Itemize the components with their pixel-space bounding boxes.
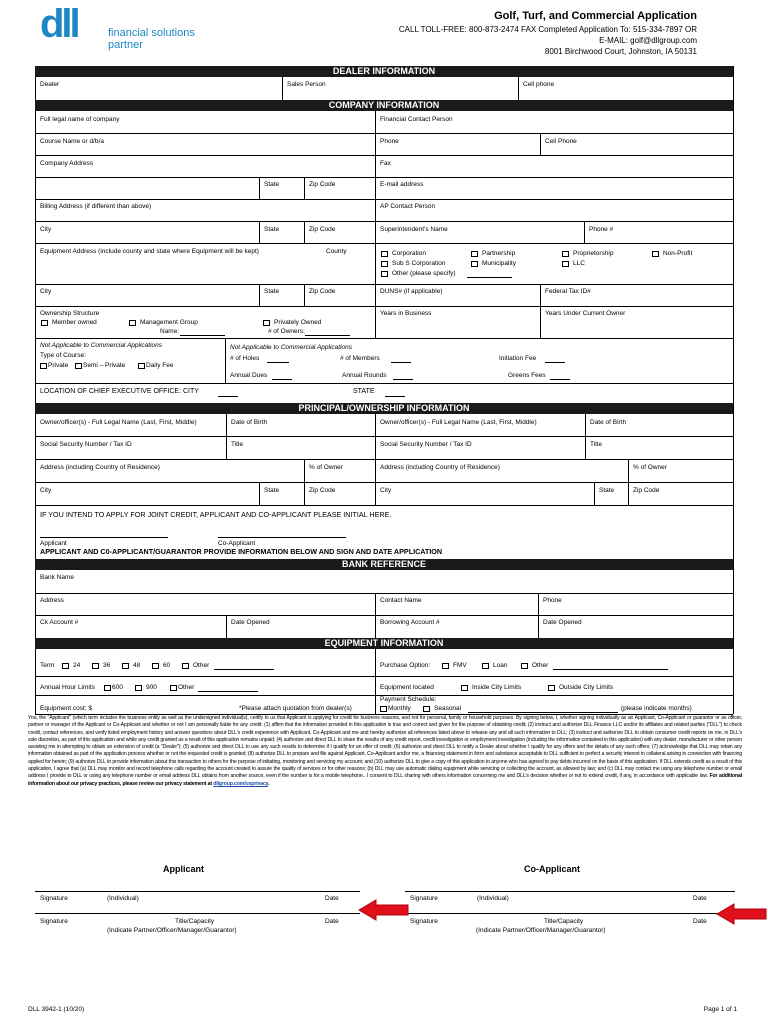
fmv-label: FMV bbox=[453, 662, 467, 669]
owner1-city-field[interactable]: City bbox=[40, 487, 52, 494]
owner2-zip-field[interactable]: Zip Code bbox=[633, 487, 660, 494]
loan-checkbox[interactable] bbox=[482, 663, 489, 669]
hours-600-label: 600 bbox=[112, 684, 123, 691]
greens-fees-field[interactable]: Greens Fees bbox=[508, 372, 546, 379]
corporation-label: Corporation bbox=[392, 250, 426, 257]
owner1-title-field[interactable]: Title bbox=[231, 441, 244, 448]
initiation-fee-field[interactable]: Initiation Fee bbox=[499, 355, 537, 362]
ap-contact-field[interactable]: AP Contact Person bbox=[380, 203, 436, 210]
coapplicant-heading: Co-Applicant bbox=[524, 864, 580, 874]
proprietorship-label: Proprietorship bbox=[573, 250, 614, 257]
seasonal-checkbox[interactable] bbox=[423, 706, 430, 712]
nonprofit-label: Non-Profit bbox=[663, 250, 693, 257]
ck-date-opened-field[interactable]: Date Opened bbox=[231, 619, 270, 626]
proprietorship-checkbox[interactable] bbox=[562, 251, 569, 257]
corporation-checkbox[interactable] bbox=[381, 251, 388, 257]
fed-tax-field[interactable]: Federal Tax ID# bbox=[545, 288, 591, 295]
monthly-label: Monthly bbox=[388, 705, 411, 712]
nonprofit-checkbox[interactable] bbox=[652, 251, 659, 257]
applicant-signature-field[interactable]: Signature bbox=[40, 895, 68, 902]
course-name-field[interactable]: Course Name or d/b/a bbox=[40, 138, 104, 145]
purchase-other-label: Other bbox=[532, 662, 549, 669]
form-title: Golf, Turf, and Commercial Application bbox=[494, 10, 697, 22]
coapplicant-title-field[interactable]: Title/Capacity bbox=[544, 918, 584, 925]
coapplicant-individual-label: (Individual) bbox=[477, 895, 509, 902]
semi-private-checkbox[interactable] bbox=[75, 363, 82, 369]
outside-city-checkbox[interactable] bbox=[548, 685, 555, 691]
llc-label: LLC bbox=[573, 260, 585, 267]
legal-name-field[interactable]: Full legal name of company bbox=[40, 116, 120, 123]
fmv-checkbox[interactable] bbox=[442, 663, 449, 669]
hours-900-checkbox[interactable] bbox=[135, 685, 142, 691]
daily-fee-label: Daily Fee bbox=[146, 362, 174, 369]
borrowing-account-field[interactable]: Borrowing Account # bbox=[380, 619, 440, 626]
seasonal-label: Seasonal bbox=[434, 705, 462, 712]
applicant-title-field[interactable]: Title/Capacity bbox=[175, 918, 215, 925]
coapplicant-date2-field[interactable]: Date bbox=[693, 918, 707, 925]
bank-name-field[interactable]: Bank Name bbox=[40, 574, 74, 581]
owner1-address-field[interactable]: Address (including Country of Residence) bbox=[40, 464, 160, 471]
ceo-city-field[interactable]: LOCATION OF CHIEF EXECUTIVE OFFICE: CITY bbox=[40, 388, 199, 395]
coapplicant-initial-field[interactable]: Co-Applicant bbox=[218, 540, 256, 547]
outside-city-label: Outside City Limits bbox=[559, 684, 614, 691]
owner1-ssn-field[interactable]: Social Security Number / Tax ID bbox=[40, 441, 132, 448]
quotation-note: *Please attach quotation from dealer(s) bbox=[239, 705, 352, 712]
privately-owned-checkbox[interactable] bbox=[263, 320, 270, 326]
hours-600-checkbox[interactable] bbox=[104, 685, 111, 691]
coapplicant-signature-field[interactable]: Signature bbox=[410, 895, 438, 902]
section-header-dealer: DEALER INFORMATION bbox=[35, 66, 733, 77]
owner1-zip-field[interactable]: Zip Code bbox=[309, 487, 336, 494]
other-entity-checkbox[interactable] bbox=[381, 271, 388, 277]
cell-phone-field[interactable]: Cell phone bbox=[523, 81, 555, 88]
years-in-business-field[interactable]: Years in Business bbox=[380, 310, 432, 317]
logo-tagline-1: financial solutions bbox=[108, 27, 195, 39]
mgmt-group-checkbox[interactable] bbox=[129, 320, 136, 326]
term-24-label: 24 bbox=[73, 662, 81, 669]
purchase-option-label: Purchase Option: bbox=[380, 662, 431, 669]
sales-person-field[interactable]: Sales Person bbox=[287, 81, 326, 88]
section-header-equipment: EQUIPMENT INFORMATION bbox=[35, 638, 733, 649]
other-entity-label: Other (please specify) bbox=[392, 270, 456, 277]
subs-corp-checkbox[interactable] bbox=[381, 261, 388, 267]
term-label: Term bbox=[40, 662, 55, 669]
term-48-checkbox[interactable] bbox=[122, 663, 129, 669]
municipality-checkbox[interactable] bbox=[471, 261, 478, 267]
contact-line-3: 8001 Birchwood Court, Johnston, IA 50131 bbox=[544, 47, 697, 56]
privacy-link[interactable]: dllgroup.com/usprivacy bbox=[213, 780, 269, 787]
mgmt-name-label: Name: bbox=[160, 328, 180, 335]
inside-city-checkbox[interactable] bbox=[461, 685, 468, 691]
logo-tagline-2: partner bbox=[108, 39, 143, 51]
applicant-initial-field[interactable]: Applicant bbox=[40, 540, 67, 547]
annual-rounds-field[interactable]: Annual Rounds bbox=[342, 372, 387, 379]
applicant-signature2-field[interactable]: Signature bbox=[40, 918, 68, 925]
equipment-located-label: Equipment located bbox=[380, 684, 434, 691]
company-cell-field[interactable]: Cell Phone bbox=[545, 138, 577, 145]
coapplicant-date-field[interactable]: Date bbox=[693, 895, 707, 902]
equipment-zip-field[interactable]: Zip Code bbox=[309, 288, 336, 295]
company-state-field[interactable]: State bbox=[264, 181, 280, 188]
llc-checkbox[interactable] bbox=[562, 261, 569, 267]
inside-city-label: Inside City Limits bbox=[472, 684, 522, 691]
private-course-label: Private bbox=[48, 362, 69, 369]
applicant-date2-field[interactable]: Date bbox=[325, 918, 339, 925]
equipment-address-field[interactable]: Equipment Address (include county and state where Equipment will be kept) bbox=[40, 248, 259, 255]
owner2-title-field[interactable]: Title bbox=[590, 441, 603, 448]
duns-field[interactable]: DUNS# (if applicable) bbox=[380, 288, 443, 295]
coapplicant-indicate-note: (Indicate Partner/Officer/Manager/Guarantor) bbox=[476, 927, 606, 934]
term-24-checkbox[interactable] bbox=[62, 663, 69, 669]
section-header-company: COMPANY INFORMATION bbox=[35, 100, 733, 111]
billing-zip-field[interactable]: Zip Code bbox=[309, 226, 336, 233]
ownership-structure-label: Ownership Structure bbox=[40, 310, 100, 317]
not-applicable-note-2: Not Applicable to Commercial Applications bbox=[230, 344, 352, 351]
subs-corp-label: Sub S Corporation bbox=[392, 260, 446, 267]
term-other-label: Other bbox=[193, 662, 210, 669]
section-header-principal: PRINCIPAL/OWNERSHIP INFORMATION bbox=[35, 403, 733, 414]
contact-line-1: CALL TOLL-FREE: 800-873-2474 FAX Completed Application To: 515-334-7897 OR bbox=[398, 25, 697, 34]
ceo-state-field[interactable]: STATE bbox=[353, 388, 375, 395]
semi-private-label: Semi – Private bbox=[83, 362, 126, 369]
term-36-label: 36 bbox=[103, 662, 111, 669]
owner1-state-field[interactable]: State bbox=[264, 487, 280, 494]
member-owned-checkbox[interactable] bbox=[41, 320, 48, 326]
privacy-note: For additional information about our privacy practices, please review our privacy statement at bbox=[28, 773, 742, 787]
arrow-left-icon bbox=[716, 903, 768, 925]
annual-dues-field[interactable]: Annual Dues bbox=[230, 372, 268, 379]
page-number: Page 1 of 1 bbox=[703, 1006, 737, 1013]
joint-credit-note: IF YOU INTEND TO APPLY FOR JOINT CREDIT, APPLICANT AND CO-APPLICANT PLEASE INITIAL HERE. bbox=[40, 510, 392, 519]
num-owners-label: # of Owners: bbox=[268, 328, 305, 335]
arrow-left-icon bbox=[358, 899, 410, 921]
municipality-label: Municipality bbox=[482, 260, 516, 267]
hour-limits-label: Annual Hour Limits bbox=[40, 684, 95, 691]
dll-logo bbox=[40, 2, 210, 55]
privately-owned-label: Privately Owned bbox=[274, 319, 322, 326]
form-number: DLL 3942-1 (10/20) bbox=[28, 1006, 85, 1013]
bank-address-field[interactable]: Address bbox=[40, 597, 64, 604]
members-field[interactable]: # of Members bbox=[340, 355, 380, 362]
payment-schedule-label: Payment Schedule: bbox=[380, 696, 437, 703]
applicant-heading: Applicant bbox=[163, 864, 205, 874]
purchase-other-checkbox[interactable] bbox=[521, 663, 528, 669]
monthly-checkbox[interactable] bbox=[380, 706, 387, 712]
loan-label: Loan bbox=[493, 662, 508, 669]
owner2-name-field[interactable]: Owner/officer(s) - Full Legal Name (Last, First, Middle) bbox=[380, 419, 537, 426]
equipment-cost-field[interactable]: Equipment cost: $ bbox=[40, 705, 93, 712]
logo-wordmark: dll bbox=[40, 2, 78, 46]
term-60-checkbox[interactable] bbox=[152, 663, 159, 669]
contact-line-2: E-MAIL: golf@dllgroup.com bbox=[599, 36, 697, 45]
equipment-city-field[interactable]: City bbox=[40, 288, 52, 295]
owner2-dob-field[interactable]: Date of Birth bbox=[590, 419, 627, 426]
owner1-name-field[interactable]: Owner/officer(s) - Full Legal Name (Last, First, Middle) bbox=[40, 419, 197, 426]
type-of-course-label: Type of Course: bbox=[40, 352, 86, 359]
owner1-dob-field[interactable]: Date of Birth bbox=[231, 419, 268, 426]
dealer-field[interactable]: Dealer bbox=[40, 81, 60, 88]
indicate-months-note: (please indicate months) bbox=[621, 705, 692, 712]
term-48-label: 48 bbox=[133, 662, 141, 669]
owner2-state-field[interactable]: State bbox=[599, 487, 615, 494]
hours-other-checkbox[interactable] bbox=[170, 685, 177, 691]
ck-account-field[interactable]: Ck Account # bbox=[40, 619, 79, 626]
owner1-pct-field[interactable]: % of Owner bbox=[309, 464, 343, 471]
company-address-field[interactable]: Company Address bbox=[40, 160, 94, 167]
billing-state-field[interactable]: State bbox=[264, 226, 280, 233]
super-phone-field[interactable]: Phone # bbox=[589, 226, 614, 233]
billing-city-field[interactable]: City bbox=[40, 226, 52, 233]
credit-authorization-text: You, the "Applicant" (which term includes the business entity as well as the undersigned individual(s), certify to us that Applicant is applying for credit for business reasons, and not for personal, family or household purposes. By signing below, I, whether signing individually as an Applicant, Co-Applicant or guarantor or as officer, partner or manager of the Applicant or Co-Applicant and whether or not I am personally liable for any credit: (1) affirm that the information provided in this application is true and correct and given for the purpose of obtaining credit; (2) instruct and authorize DLL Finance LLC and/or its affiliates and related parties ("DLL") to check credit, contact references, and verify listed employment history and answer questions about DLL's credit experience with Applicant, Co-Applicant and me and hereby authorize all references listed above to release any and all such information to DLL; (3) instruct and authorize DLL to obtain consumer credit reports on me, in DLL's sole discretion, as part of this application and while any credit granted as a result of this application remains unpaid; (4) authorize and direct DLL to share the results of any credit report, credit investigation or employment investigation (including the information contained in this application) with any dealer, manufacturer or other person assisting me in attempting to obtain an extension of credit (a "Dealer"); (5) authorize and direct DLL to use any such results to determine if I qualify for an offer of credit; (6) authorize and direct DLL to notify a Dealer about whether I qualify for any offers and the details of any such offers; (7) acknowledge that DLL may retain any information obtained as part of the application process whether or not the requested credit is granted; (8) authorize DLL to prepare and file against Applicant, Co-Applicant and/or me, a financing statement in form and substance acceptable to DLL sufficient to perfect a security interest in collateral arising in connection with financing applied for herein; (9) authorize DLL to provide information about this transaction to others for the purpose of initiating, monitoring and servicing my account; and (10) authorize DLL to give a copy of this application to anyone who has agreed to pay debts incurred on the basis of this application. If DLL extends credit as a result of this application, I agree that (a) DLL may monitor and record telephone calls regarding the account created to assure the quality of services or for other reasons; (b) DLL may use automatic dialing equipment while servicing or collecting the account, as allowed by law; and (c) DLL may contact me using any telephone number or email address I provide to DLL or using any telephone number or email address DLL obtains from another source, even if the number is for a mobile telephone.. I consent to DLL sharing with others information concerning me and DLL's decision whether or not to extend credit, if any, in accordance with applicable law. For additional information about our privacy practices, please review our privacy statement at dllgroup.com/usprivacy. bbox=[28, 715, 742, 787]
daily-fee-checkbox[interactable] bbox=[138, 363, 145, 369]
bank-phone-field[interactable]: Phone bbox=[543, 597, 562, 604]
applicant-date-field[interactable]: Date bbox=[325, 895, 339, 902]
fax-field[interactable]: Fax bbox=[380, 160, 391, 167]
owner2-ssn-field[interactable]: Social Security Number / Tax ID bbox=[380, 441, 472, 448]
owner2-city-field[interactable]: City bbox=[380, 487, 392, 494]
applicant-individual-label: (Individual) bbox=[107, 895, 139, 902]
county-field[interactable]: County bbox=[326, 248, 347, 255]
section-header-bank: BANK REFERENCE bbox=[35, 559, 733, 570]
owner2-address-field[interactable]: Address (including Country of Residence) bbox=[380, 464, 500, 471]
term-36-checkbox[interactable] bbox=[92, 663, 99, 669]
term-other-checkbox[interactable] bbox=[182, 663, 189, 669]
guarantor-note: APPLICANT AND C0-APPLICANT/GUARANTOR PROVIDE INFORMATION BELOW AND SIGN AND DATE APPLICATION bbox=[40, 547, 443, 556]
billing-address-field[interactable]: Billing Address (if different than above) bbox=[40, 203, 152, 210]
disclaimer-body: You, the "Applicant" (which term includes the business entity as well as the undersigned individual(s), certify to us that Applicant is applying for credit for business reasons, and not for personal, family or household purposes. By signing below, I, whether signing individually as an Applicant, Co-Applicant or guarantor or as officer, partner or manager of the Applicant or Co-Applicant and whether or not I am personally liable for any credit: (1) affirm that the information provided in this application is true and correct and given for the purpose of obtaining credit; (2) instruct and authorize DLL Finance LLC and/or its affiliates and related parties ("DLL") to check credit, contact references, and verify listed employment history and answer questions about DLL's credit experience with Applicant, Co-Applicant and me and hereby authorize all references listed above to release any and all such information to DLL; (3) instruct and authorize DLL to obtain consumer credit reports on me, in DLL's sole discretion, as part of this application and while any credit granted as a result of this application remains unpaid; (4) authorize and direct DLL to share the results of any credit report, credit investigation or employment investigation (including the information contained in this application) with any dealer, manufacturer or other person assisting me in attempting to obtain an extension of credit (a "Dealer"); (5) authorize and direct DLL to use any such results to determine if I qualify for an offer of credit; (6) authorize and direct DLL to notify a Dealer about whether I qualify for any offers and the details of any such offers; (7) acknowledge that DLL may retain any information obtained as part of the application process whether or not the requested credit is granted; (8) authorize DLL to prepare and file against Applicant, Co-Applicant and/or me, a financing statement in form and substance acceptable to DLL sufficient to perfect a security interest in collateral arising in connection with financing applied for herein; (9) authorize DLL to provide information about this transaction to others for the purpose of initiating, monitoring and servicing my account; and (10) authorize DLL to give a copy of this application to anyone who has agreed to pay debts incurred on the basis of this application. If DLL extends credit as a result of this application, I agree that (a) DLL may monitor and record telephone calls regarding the account created to assure the quality of services or for other reasons; (b) DLL may use automatic dialing equipment while servicing or collecting the account, as allowed by law; and (c) DLL may contact me using any telephone number or email address I provide to DLL or using any telephone number or email address DLL obtains from another source, even if the number is for a mobile telephone.. I consent to DLL sharing with others information concerning me and DLL's decision whether or not to extend credit, if any, in accordance with applicable law. bbox=[28, 715, 742, 780]
member-owned-label: Member owned bbox=[52, 319, 97, 326]
bank-contact-field[interactable]: Contact Name bbox=[380, 597, 422, 604]
financial-contact-field[interactable]: Financial Contact Person bbox=[380, 116, 453, 123]
hours-900-label: 900 bbox=[146, 684, 157, 691]
term-60-label: 60 bbox=[163, 662, 171, 669]
applicant-indicate-note: (Indicate Partner/Officer/Manager/Guarantor) bbox=[107, 927, 237, 934]
borrowing-date-opened-field[interactable]: Date Opened bbox=[543, 619, 582, 626]
mgmt-group-label: Management Group bbox=[140, 319, 198, 326]
years-current-owner-field[interactable]: Years Under Current Owner bbox=[545, 310, 626, 317]
equipment-state-field[interactable]: State bbox=[264, 288, 280, 295]
holes-field[interactable]: # of Holes bbox=[230, 355, 260, 362]
company-zip-field[interactable]: Zip Code bbox=[309, 181, 336, 188]
coapplicant-signature2-field[interactable]: Signature bbox=[410, 918, 438, 925]
partnership-checkbox[interactable] bbox=[471, 251, 478, 257]
partnership-label: Partnership bbox=[482, 250, 516, 257]
hours-other-label: Other bbox=[178, 684, 195, 691]
not-applicable-note-1: Not Applicable to Commercial Applications bbox=[40, 342, 162, 349]
superintendent-field[interactable]: Superintendent's Name bbox=[380, 226, 448, 233]
company-phone-field[interactable]: Phone bbox=[380, 138, 399, 145]
private-course-checkbox[interactable] bbox=[40, 363, 47, 369]
owner2-pct-field[interactable]: % of Owner bbox=[633, 464, 667, 471]
email-field[interactable]: E-mail address bbox=[380, 181, 424, 188]
